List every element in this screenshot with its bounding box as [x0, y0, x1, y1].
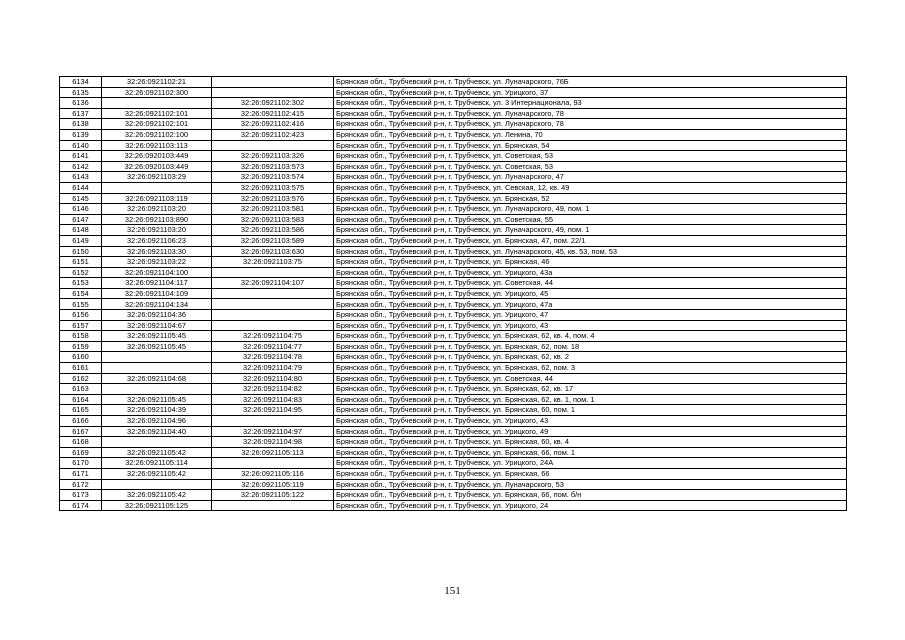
row-number-cell: 6160 — [60, 352, 102, 363]
object-cadastral-cell: 32:26:0921104:77 — [212, 341, 334, 352]
row-number-cell: 6137 — [60, 108, 102, 119]
parcel-cadastral-cell — [102, 363, 212, 374]
parcel-cadastral-cell: 32:26:0921105:114 — [102, 458, 212, 469]
parcel-cadastral-cell: 32:26:0921104:39 — [102, 405, 212, 416]
parcel-cadastral-cell: 32:26:0921103:20 — [102, 225, 212, 236]
table-row — [60, 77, 847, 88]
object-cadastral-cell: 32:26:0921102:302 — [212, 98, 334, 109]
parcel-cadastral-cell: 32:26:0920103:449 — [102, 161, 212, 172]
object-cadastral-cell — [212, 267, 334, 278]
row-number-cell: 6169 — [60, 447, 102, 458]
row-number-cell: 6166 — [60, 416, 102, 427]
object-cadastral-cell: 32:26:0921105:113 — [212, 447, 334, 458]
address-cell: Брянская обл., Трубчевский р-н, г. Трубчевск, ул. Урицкого, 43а — [334, 267, 847, 278]
object-cadastral-cell: 32:26:0921105:119 — [212, 479, 334, 490]
address-cell: Брянская обл., Трубчевский р-н, г. Трубчевск, ул. Луначарского, 76Б — [334, 77, 847, 88]
address-cell: Брянская обл., Трубчевский р-н, г. Трубчевск, ул. Луначарского, 78 — [334, 108, 847, 119]
parcel-cadastral-cell: 32:26:0921104:36 — [102, 310, 212, 321]
object-cadastral-cell — [212, 288, 334, 299]
table-row — [60, 235, 847, 246]
parcel-cadastral-cell: 32:26:0921105:42 — [102, 468, 212, 479]
object-cadastral-cell: 32:26:0921104:75 — [212, 331, 334, 342]
page-number: 151 — [444, 585, 461, 597]
table-row — [60, 151, 847, 162]
table-row — [60, 246, 847, 257]
address-cell: Брянская обл., Трубчевский р-н, г. Трубчевск, ул. Брянская, 62, пом. 18 — [334, 341, 847, 352]
address-cell: Брянская обл., Трубчевский р-н, г. Трубчевск, ул. Луначарского, 49, пом. 1 — [334, 204, 847, 215]
table-row — [60, 447, 847, 458]
object-cadastral-cell — [212, 320, 334, 331]
address-cell: Брянская обл., Трубчевский р-н, г. Трубчевск, ул. Ленина, 70 — [334, 129, 847, 140]
row-number-cell: 6139 — [60, 129, 102, 140]
object-cadastral-cell: 32:26:0921104:78 — [212, 352, 334, 363]
table-row — [60, 108, 847, 119]
table-row — [60, 341, 847, 352]
address-cell: Брянская обл., Трубчевский р-н, г. Трубчевск, ул. Луначарского, 53 — [334, 479, 847, 490]
address-cell: Брянская обл., Трубчевский р-н, г. Трубчевск, ул. Советская, 55 — [334, 214, 847, 225]
row-number-cell: 6157 — [60, 320, 102, 331]
parcel-cadastral-cell: 32:26:0921103:113 — [102, 140, 212, 151]
registry-table-body — [60, 77, 847, 511]
parcel-cadastral-cell — [102, 479, 212, 490]
row-number-cell: 6143 — [60, 172, 102, 183]
table-row — [60, 310, 847, 321]
address-cell: Брянская обл., Трубчевский р-н, г. Трубчевск, ул. Советская, 44 — [334, 373, 847, 384]
table-row — [60, 98, 847, 109]
parcel-cadastral-cell: 32:26:0920103:449 — [102, 151, 212, 162]
address-cell: Брянская обл., Трубчевский р-н, г. Трубчевск, ул. Урицкого, 47 — [334, 310, 847, 321]
table-row — [60, 394, 847, 405]
address-cell: Брянская обл., Трубчевский р-н, г. Трубчевск, ул. Брянская, 46 — [334, 257, 847, 268]
row-number-cell: 6146 — [60, 204, 102, 215]
object-cadastral-cell: 32:26:0921102:416 — [212, 119, 334, 130]
address-cell: Брянская обл., Трубчевский р-н, г. Трубчевск, ул. Брянская, 62, кв. 17 — [334, 384, 847, 395]
object-cadastral-cell: 32:26:0921103:630 — [212, 246, 334, 257]
parcel-cadastral-cell: 32:26:0921105:125 — [102, 500, 212, 511]
object-cadastral-cell: 32:26:0921104:79 — [212, 363, 334, 374]
parcel-cadastral-cell: 32:26:0921104:117 — [102, 278, 212, 289]
table-row — [60, 193, 847, 204]
row-number-cell: 6141 — [60, 151, 102, 162]
address-cell: Брянская обл., Трубчевский р-н, г. Трубчевск, ул. Брянская, 52 — [334, 193, 847, 204]
object-cadastral-cell: 32:26:0921103:75 — [212, 257, 334, 268]
table-row — [60, 363, 847, 374]
address-cell: Брянская обл., Трубчевский р-н, г. Трубчевск, ул. Советская, 53 — [334, 151, 847, 162]
address-cell: Брянская обл., Трубчевский р-н, г. Трубчевск, ул. Брянская, 62, пом. 3 — [334, 363, 847, 374]
object-cadastral-cell: 32:26:0921105:122 — [212, 490, 334, 501]
address-cell: Брянская обл., Трубчевский р-н, г. Трубчевск, ул. Урицкого, 43 — [334, 416, 847, 427]
table-row — [60, 426, 847, 437]
parcel-cadastral-cell: 32:26:0921104:109 — [102, 288, 212, 299]
parcel-cadastral-cell: 32:26:0921104:96 — [102, 416, 212, 427]
object-cadastral-cell: 32:26:0921104:107 — [212, 278, 334, 289]
table-row — [60, 384, 847, 395]
object-cadastral-cell: 32:26:0921104:95 — [212, 405, 334, 416]
object-cadastral-cell: 32:26:0921103:326 — [212, 151, 334, 162]
object-cadastral-cell: 32:26:0921104:97 — [212, 426, 334, 437]
parcel-cadastral-cell: 32:26:0921104:40 — [102, 426, 212, 437]
object-cadastral-cell: 32:26:0921102:423 — [212, 129, 334, 140]
row-number-cell: 6148 — [60, 225, 102, 236]
parcel-cadastral-cell: 32:26:0921102:101 — [102, 108, 212, 119]
row-number-cell: 6165 — [60, 405, 102, 416]
row-number-cell: 6158 — [60, 331, 102, 342]
row-number-cell: 6142 — [60, 161, 102, 172]
object-cadastral-cell: 32:26:0921103:586 — [212, 225, 334, 236]
row-number-cell: 6155 — [60, 299, 102, 310]
row-number-cell: 6156 — [60, 310, 102, 321]
table-row — [60, 257, 847, 268]
address-cell: Брянская обл., Трубчевский р-н, г. Трубчевск, ул. Брянская, 60, кв. 4 — [334, 437, 847, 448]
object-cadastral-cell: 32:26:0921103:581 — [212, 204, 334, 215]
table-row — [60, 468, 847, 479]
address-cell: Брянская обл., Трубчевский р-н, г. Трубчевск, ул. Брянская, 62, кв. 4, пом. 4 — [334, 331, 847, 342]
address-cell: Брянская обл., Трубчевский р-н, г. Трубчевск, ул. Брянская, 66 — [334, 468, 847, 479]
address-cell: Брянская обл., Трубчевский р-н, г. Трубчевск, ул. Урицкого, 24 — [334, 500, 847, 511]
row-number-cell: 6168 — [60, 437, 102, 448]
table-row — [60, 182, 847, 193]
table-row — [60, 416, 847, 427]
parcel-cadastral-cell: 32:26:0921104:134 — [102, 299, 212, 310]
row-number-cell: 6150 — [60, 246, 102, 257]
row-number-cell: 6147 — [60, 214, 102, 225]
parcel-cadastral-cell: 32:26:0921102:21 — [102, 77, 212, 88]
object-cadastral-cell: 32:26:0921104:80 — [212, 373, 334, 384]
parcel-cadastral-cell: 32:26:0921104:67 — [102, 320, 212, 331]
row-number-cell: 6153 — [60, 278, 102, 289]
table-row — [60, 225, 847, 236]
address-cell: Брянская обл., Трубчевский р-н, г. Трубчевск, ул. Луначарского, 78 — [334, 119, 847, 130]
table-row — [60, 352, 847, 363]
row-number-cell: 6151 — [60, 257, 102, 268]
object-cadastral-cell — [212, 87, 334, 98]
row-number-cell: 6135 — [60, 87, 102, 98]
row-number-cell: 6140 — [60, 140, 102, 151]
parcel-cadastral-cell: 32:26:0921103:22 — [102, 257, 212, 268]
address-cell: Брянская обл., Трубчевский р-н, г. Трубчевск, ул. Брянская, 66, пом. 1 — [334, 447, 847, 458]
parcel-cadastral-cell: 32:26:0921104:100 — [102, 267, 212, 278]
address-cell: Брянская обл., Трубчевский р-н, г. Трубчевск, ул. Урицкого, 47а — [334, 299, 847, 310]
table-row — [60, 479, 847, 490]
row-number-cell: 6152 — [60, 267, 102, 278]
object-cadastral-cell: 32:26:0921103:575 — [212, 182, 334, 193]
row-number-cell: 6171 — [60, 468, 102, 479]
parcel-cadastral-cell — [102, 182, 212, 193]
parcel-cadastral-cell — [102, 98, 212, 109]
address-cell: Брянская обл., Трубчевский р-н, г. Трубчевск, ул. Брянская, 62, кв. 1, пом. 1 — [334, 394, 847, 405]
parcel-cadastral-cell: 32:26:0921103:30 — [102, 246, 212, 257]
registry-table — [59, 76, 847, 511]
address-cell: Брянская обл., Трубчевский р-н, г. Трубчевск, ул. Луначарского, 49, пом. 1 — [334, 225, 847, 236]
row-number-cell: 6136 — [60, 98, 102, 109]
address-cell: Брянская обл., Трубчевский р-н, г. Трубчевск, ул. Урицкого, 43 — [334, 320, 847, 331]
table-row — [60, 490, 847, 501]
row-number-cell: 6174 — [60, 500, 102, 511]
parcel-cadastral-cell: 32:26:0921103:20 — [102, 204, 212, 215]
parcel-cadastral-cell — [102, 384, 212, 395]
table-row — [60, 320, 847, 331]
table-row — [60, 278, 847, 289]
table-row — [60, 288, 847, 299]
address-cell: Брянская обл., Трубчевский р-н, г. Трубчевск, ул. Брянская, 66, пом. б/н — [334, 490, 847, 501]
parcel-cadastral-cell — [102, 352, 212, 363]
table-row — [60, 214, 847, 225]
parcel-cadastral-cell: 32:26:0921102:300 — [102, 87, 212, 98]
table-row — [60, 161, 847, 172]
address-cell: Брянская обл., Трубчевский р-н, г. Трубчевск, ул. Брянская, 54 — [334, 140, 847, 151]
object-cadastral-cell — [212, 77, 334, 88]
parcel-cadastral-cell: 32:26:0921102:100 — [102, 129, 212, 140]
parcel-cadastral-cell: 32:26:0921104:68 — [102, 373, 212, 384]
object-cadastral-cell: 32:26:0921104:83 — [212, 394, 334, 405]
row-number-cell: 6138 — [60, 119, 102, 130]
parcel-cadastral-cell: 32:26:0921105:42 — [102, 447, 212, 458]
row-number-cell: 6170 — [60, 458, 102, 469]
object-cadastral-cell — [212, 140, 334, 151]
table-row — [60, 331, 847, 342]
row-number-cell: 6134 — [60, 77, 102, 88]
address-cell: Брянская обл., Трубчевский р-н, г. Трубчевск, ул. Урицкого, 45 — [334, 288, 847, 299]
parcel-cadastral-cell: 32:26:0921105:45 — [102, 331, 212, 342]
table-row — [60, 373, 847, 384]
parcel-cadastral-cell: 32:26:0921103:29 — [102, 172, 212, 183]
table-row — [60, 129, 847, 140]
table-row — [60, 500, 847, 511]
address-cell: Брянская обл., Трубчевский р-н, г. Трубчевск, ул. Советская, 44 — [334, 278, 847, 289]
object-cadastral-cell: 32:26:0921102:415 — [212, 108, 334, 119]
address-cell: Брянская обл., Трубчевский р-н, г. Трубчевск, ул. Урицкого, 24А — [334, 458, 847, 469]
row-number-cell: 6164 — [60, 394, 102, 405]
parcel-cadastral-cell: 32:26:0921106:23 — [102, 235, 212, 246]
address-cell: Брянская обл., Трубчевский р-н, г. Трубчевск, ул. Урицкого, 49 — [334, 426, 847, 437]
address-cell: Брянская обл., Трубчевский р-н, г. Трубчевск, ул. Брянская, 60, пом. 1 — [334, 405, 847, 416]
parcel-cadastral-cell: 32:26:0921103:890 — [102, 214, 212, 225]
table-row — [60, 140, 847, 151]
address-cell: Брянская обл., Трубчевский р-н, г. Трубчевск, ул. Советская, 53 — [334, 161, 847, 172]
address-cell: Брянская обл., Трубчевский р-н, г. Трубчевск, ул. Луначарского, 47 — [334, 172, 847, 183]
table-row — [60, 172, 847, 183]
address-cell: Брянская обл., Трубчевский р-н, г. Трубчевск, ул. Урицкого, 37 — [334, 87, 847, 98]
object-cadastral-cell: 32:26:0921105:116 — [212, 468, 334, 479]
table-row — [60, 437, 847, 448]
row-number-cell: 6154 — [60, 288, 102, 299]
object-cadastral-cell: 32:26:0921104:98 — [212, 437, 334, 448]
object-cadastral-cell — [212, 299, 334, 310]
row-number-cell: 6161 — [60, 363, 102, 374]
address-cell: Брянская обл., Трубчевский р-н, г. Трубчевск, ул. 3 Интернационала, 93 — [334, 98, 847, 109]
parcel-cadastral-cell: 32:26:0921105:45 — [102, 394, 212, 405]
row-number-cell: 6162 — [60, 373, 102, 384]
row-number-cell: 6172 — [60, 479, 102, 490]
table-row — [60, 119, 847, 130]
object-cadastral-cell — [212, 416, 334, 427]
row-number-cell: 6163 — [60, 384, 102, 395]
object-cadastral-cell — [212, 310, 334, 321]
object-cadastral-cell — [212, 500, 334, 511]
address-cell: Брянская обл., Трубчевский р-н, г. Трубчевск, ул. Севская, 12, кв. 49 — [334, 182, 847, 193]
address-cell: Брянская обл., Трубчевский р-н, г. Трубчевск, ул. Луначарского, 45, кв. 53, пом. 53 — [334, 246, 847, 257]
table-row — [60, 299, 847, 310]
row-number-cell: 6145 — [60, 193, 102, 204]
object-cadastral-cell: 32:26:0921104:82 — [212, 384, 334, 395]
table-row — [60, 458, 847, 469]
object-cadastral-cell: 32:26:0921103:589 — [212, 235, 334, 246]
object-cadastral-cell: 32:26:0921103:573 — [212, 161, 334, 172]
row-number-cell: 6149 — [60, 235, 102, 246]
table-row — [60, 87, 847, 98]
parcel-cadastral-cell — [102, 437, 212, 448]
row-number-cell: 6144 — [60, 182, 102, 193]
table-row — [60, 204, 847, 215]
table-row — [60, 405, 847, 416]
object-cadastral-cell: 32:26:0921103:574 — [212, 172, 334, 183]
parcel-cadastral-cell: 32:26:0921102:101 — [102, 119, 212, 130]
object-cadastral-cell: 32:26:0921103:576 — [212, 193, 334, 204]
row-number-cell: 6173 — [60, 490, 102, 501]
row-number-cell: 6167 — [60, 426, 102, 437]
row-number-cell: 6159 — [60, 341, 102, 352]
parcel-cadastral-cell: 32:26:0921105:42 — [102, 490, 212, 501]
table-row — [60, 267, 847, 278]
address-cell: Брянская обл., Трубчевский р-н, г. Трубчевск, ул. Брянская, 47, пом. 22/1 — [334, 235, 847, 246]
object-cadastral-cell — [212, 458, 334, 469]
parcel-cadastral-cell: 32:26:0921105:45 — [102, 341, 212, 352]
parcel-cadastral-cell: 32:26:0921103:119 — [102, 193, 212, 204]
object-cadastral-cell: 32:26:0921103:583 — [212, 214, 334, 225]
address-cell: Брянская обл., Трубчевский р-н, г. Трубчевск, ул. Брянская, 62, кв. 2 — [334, 352, 847, 363]
